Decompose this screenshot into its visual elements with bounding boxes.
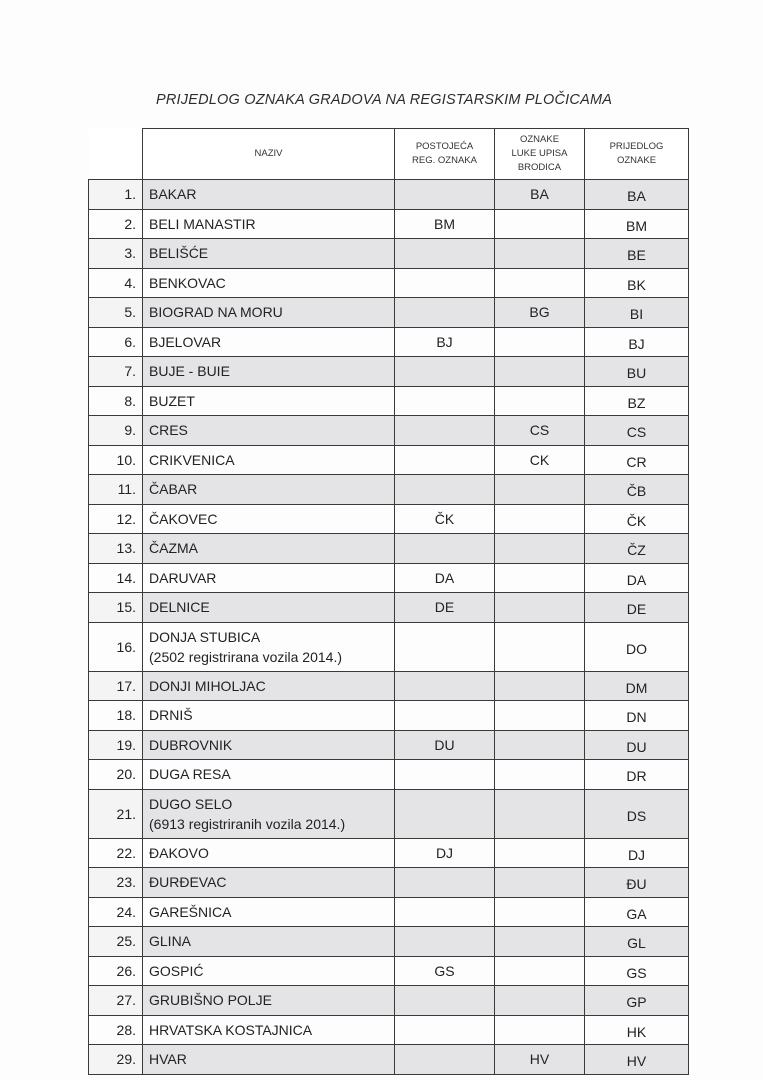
row-number: 17. bbox=[89, 671, 143, 701]
existing-reg-code bbox=[395, 927, 495, 957]
table-row bbox=[89, 1045, 689, 1075]
proposed-code: BM bbox=[585, 209, 689, 239]
proposed-code: CS bbox=[585, 416, 689, 446]
proposed-code: DN bbox=[585, 701, 689, 731]
port-code: BG bbox=[495, 298, 585, 328]
port-code bbox=[495, 357, 585, 387]
proposed-code: GP bbox=[585, 986, 689, 1016]
header-postojeca-line1: POSTOJEĆA bbox=[415, 141, 474, 152]
table-row bbox=[89, 180, 689, 210]
proposed-code: DA bbox=[585, 563, 689, 593]
row-number: 12. bbox=[89, 504, 143, 534]
header-prijedlog-line2: OZNAKE bbox=[616, 155, 657, 166]
city-name: DUBROVNIK bbox=[143, 730, 395, 760]
row-number: 19. bbox=[89, 730, 143, 760]
existing-reg-code bbox=[395, 445, 495, 475]
header-luke-line1: OZNAKE bbox=[519, 134, 560, 145]
existing-reg-code bbox=[395, 868, 495, 898]
page-title: PRIJEDLOG OZNAKA GRADOVA NA REGISTARSKIM PLOČICAMA bbox=[156, 92, 613, 108]
table-row bbox=[89, 986, 689, 1016]
city-name: CRIKVENICA bbox=[143, 445, 395, 475]
proposed-code: HK bbox=[585, 1015, 689, 1045]
table-row bbox=[89, 1015, 689, 1045]
city-name: GLINA bbox=[143, 927, 395, 957]
existing-reg-code bbox=[395, 1015, 495, 1045]
proposed-code: HV bbox=[585, 1045, 689, 1075]
row-number: 4. bbox=[89, 268, 143, 298]
port-code: HV bbox=[495, 1045, 585, 1075]
existing-reg-code: DE bbox=[395, 593, 495, 623]
table-row bbox=[89, 760, 689, 790]
proposed-code: GA bbox=[585, 897, 689, 927]
header-luke-line2: LUKE UPISA bbox=[511, 148, 568, 159]
table-row bbox=[89, 416, 689, 446]
table-row bbox=[89, 445, 689, 475]
table-row bbox=[89, 701, 689, 731]
existing-reg-code bbox=[395, 1045, 495, 1075]
proposed-code: DO bbox=[585, 622, 689, 671]
proposed-code: DJ bbox=[585, 838, 689, 868]
row-number: 16. bbox=[89, 622, 143, 671]
table-row bbox=[89, 298, 689, 328]
port-code bbox=[495, 475, 585, 505]
table-row bbox=[89, 593, 689, 623]
city-name: DELNICE bbox=[143, 593, 395, 623]
city-name-note: (6913 registriranih vozila 2014.) bbox=[149, 815, 346, 832]
proposed-code: ČZ bbox=[585, 534, 689, 564]
port-code bbox=[495, 671, 585, 701]
port-code bbox=[495, 927, 585, 957]
row-number: 26. bbox=[89, 956, 143, 986]
port-code bbox=[495, 868, 585, 898]
row-number: 28. bbox=[89, 1015, 143, 1045]
city-name: DARUVAR bbox=[143, 563, 395, 593]
proposed-code: CR bbox=[585, 445, 689, 475]
row-number: 13. bbox=[89, 534, 143, 564]
city-name bbox=[143, 622, 395, 671]
table-row bbox=[89, 475, 689, 505]
port-code bbox=[495, 327, 585, 357]
table-row bbox=[89, 268, 689, 298]
city-name: BJELOVAR bbox=[143, 327, 395, 357]
table-row bbox=[89, 927, 689, 957]
city-name: ĐURĐEVAC bbox=[143, 868, 395, 898]
proposed-code: BU bbox=[585, 357, 689, 387]
city-name bbox=[143, 789, 395, 838]
proposed-code: BI bbox=[585, 298, 689, 328]
row-number: 10. bbox=[89, 445, 143, 475]
city-name: GOSPIĆ bbox=[143, 956, 395, 986]
table-row bbox=[89, 671, 689, 701]
proposed-code: BJ bbox=[585, 327, 689, 357]
table-row bbox=[89, 956, 689, 986]
proposed-code: BK bbox=[585, 268, 689, 298]
existing-reg-code: BM bbox=[395, 209, 495, 239]
proposed-code: DS bbox=[585, 789, 689, 838]
port-code bbox=[495, 897, 585, 927]
table-row bbox=[89, 868, 689, 898]
existing-reg-code: GS bbox=[395, 956, 495, 986]
port-code bbox=[495, 1015, 585, 1045]
port-code: BA bbox=[495, 180, 585, 210]
row-number: 8. bbox=[89, 386, 143, 416]
row-number: 27. bbox=[89, 986, 143, 1016]
proposed-code: DM bbox=[585, 671, 689, 701]
row-number: 22. bbox=[89, 838, 143, 868]
existing-reg-code bbox=[395, 475, 495, 505]
proposed-code: ČK bbox=[585, 504, 689, 534]
city-name: ČABAR bbox=[143, 475, 395, 505]
table-row bbox=[89, 730, 689, 760]
row-number: 25. bbox=[89, 927, 143, 957]
city-name-line1: DONJA STUBICA bbox=[149, 628, 261, 645]
table-row bbox=[89, 563, 689, 593]
city-name-note: (2502 registrirana vozila 2014.) bbox=[149, 648, 342, 665]
city-name: ČAZMA bbox=[143, 534, 395, 564]
existing-reg-code bbox=[395, 534, 495, 564]
city-name: CRES bbox=[143, 416, 395, 446]
city-name: ĐAKOVO bbox=[143, 838, 395, 868]
table-row bbox=[89, 622, 689, 671]
existing-reg-code bbox=[395, 386, 495, 416]
table-row bbox=[89, 897, 689, 927]
existing-reg-code bbox=[395, 789, 495, 838]
port-code bbox=[495, 986, 585, 1016]
header-postojeca bbox=[395, 129, 495, 180]
existing-reg-code bbox=[395, 986, 495, 1016]
row-number: 5. bbox=[89, 298, 143, 328]
header-luke bbox=[495, 129, 585, 180]
port-code bbox=[495, 956, 585, 986]
port-code bbox=[495, 760, 585, 790]
city-name: BENKOVAC bbox=[143, 268, 395, 298]
city-name: BUJE - BUIE bbox=[143, 357, 395, 387]
port-code bbox=[495, 563, 585, 593]
proposed-code: GS bbox=[585, 956, 689, 986]
proposed-code: BZ bbox=[585, 386, 689, 416]
table-row bbox=[89, 209, 689, 239]
table-body bbox=[89, 180, 689, 1075]
port-code bbox=[495, 730, 585, 760]
table-row bbox=[89, 838, 689, 868]
city-name: DRNIŠ bbox=[143, 701, 395, 731]
city-name: ČAKOVEC bbox=[143, 504, 395, 534]
table-row bbox=[89, 504, 689, 534]
table-row bbox=[89, 357, 689, 387]
existing-reg-code bbox=[395, 239, 495, 269]
existing-reg-code bbox=[395, 180, 495, 210]
header-number-blank bbox=[89, 129, 143, 180]
existing-reg-code bbox=[395, 416, 495, 446]
proposed-code: ĐU bbox=[585, 868, 689, 898]
table-row bbox=[89, 239, 689, 269]
row-number: 2. bbox=[89, 209, 143, 239]
existing-reg-code bbox=[395, 897, 495, 927]
row-number: 9. bbox=[89, 416, 143, 446]
port-code bbox=[495, 209, 585, 239]
row-number: 3. bbox=[89, 239, 143, 269]
existing-reg-code: DA bbox=[395, 563, 495, 593]
existing-reg-code bbox=[395, 268, 495, 298]
existing-reg-code: ČK bbox=[395, 504, 495, 534]
table-row bbox=[89, 534, 689, 564]
row-number: 1. bbox=[89, 180, 143, 210]
port-code: CS bbox=[495, 416, 585, 446]
existing-reg-code bbox=[395, 357, 495, 387]
city-name: BAKAR bbox=[143, 180, 395, 210]
existing-reg-code: DJ bbox=[395, 838, 495, 868]
proposed-code: DU bbox=[585, 730, 689, 760]
city-codes-table bbox=[88, 128, 689, 1075]
existing-reg-code bbox=[395, 671, 495, 701]
city-name: HRVATSKA KOSTAJNICA bbox=[143, 1015, 395, 1045]
table-row bbox=[89, 386, 689, 416]
header-prijedlog bbox=[585, 129, 689, 180]
port-code bbox=[495, 622, 585, 671]
row-number: 7. bbox=[89, 357, 143, 387]
row-number: 21. bbox=[89, 789, 143, 838]
port-code: CK bbox=[495, 445, 585, 475]
existing-reg-code bbox=[395, 760, 495, 790]
proposed-code: DR bbox=[585, 760, 689, 790]
row-number: 23. bbox=[89, 868, 143, 898]
proposed-code: BE bbox=[585, 239, 689, 269]
row-number: 18. bbox=[89, 701, 143, 731]
city-name: BUZET bbox=[143, 386, 395, 416]
port-code bbox=[495, 268, 585, 298]
port-code bbox=[495, 789, 585, 838]
city-name: GRUBIŠNO POLJE bbox=[143, 986, 395, 1016]
existing-reg-code bbox=[395, 622, 495, 671]
header-prijedlog-line1: PRIJEDLOG bbox=[609, 141, 664, 152]
proposed-code: DE bbox=[585, 593, 689, 623]
city-name: BELI MANASTIR bbox=[143, 209, 395, 239]
city-name-line1: DUGO SELO bbox=[149, 795, 233, 812]
table-row bbox=[89, 327, 689, 357]
header-luke-line3: BRODICA bbox=[517, 162, 562, 173]
row-number: 29. bbox=[89, 1045, 143, 1075]
row-number: 20. bbox=[89, 760, 143, 790]
port-code bbox=[495, 504, 585, 534]
existing-reg-code bbox=[395, 701, 495, 731]
row-number: 6. bbox=[89, 327, 143, 357]
proposed-code: ČB bbox=[585, 475, 689, 505]
row-number: 11. bbox=[89, 475, 143, 505]
port-code bbox=[495, 386, 585, 416]
row-number: 14. bbox=[89, 563, 143, 593]
city-name: BELIŠĆE bbox=[143, 239, 395, 269]
row-number: 15. bbox=[89, 593, 143, 623]
port-code bbox=[495, 239, 585, 269]
header-postojeca-line2: REG. OZNAKA bbox=[412, 155, 477, 166]
proposed-code: BA bbox=[585, 180, 689, 210]
city-name: HVAR bbox=[143, 1045, 395, 1075]
existing-reg-code: DU bbox=[395, 730, 495, 760]
city-name: GAREŠNICA bbox=[143, 897, 395, 927]
proposed-code: GL bbox=[585, 927, 689, 957]
existing-reg-code: BJ bbox=[395, 327, 495, 357]
existing-reg-code bbox=[395, 298, 495, 328]
table-header-row bbox=[89, 129, 689, 180]
port-code bbox=[495, 534, 585, 564]
city-name: BIOGRAD NA MORU bbox=[143, 298, 395, 328]
city-name: DUGA RESA bbox=[143, 760, 395, 790]
row-number: 24. bbox=[89, 897, 143, 927]
port-code bbox=[495, 593, 585, 623]
header-naziv: NAZIV bbox=[143, 129, 395, 180]
port-code bbox=[495, 701, 585, 731]
table-row bbox=[89, 789, 689, 838]
port-code bbox=[495, 838, 585, 868]
city-name: DONJI MIHOLJAC bbox=[143, 671, 395, 701]
